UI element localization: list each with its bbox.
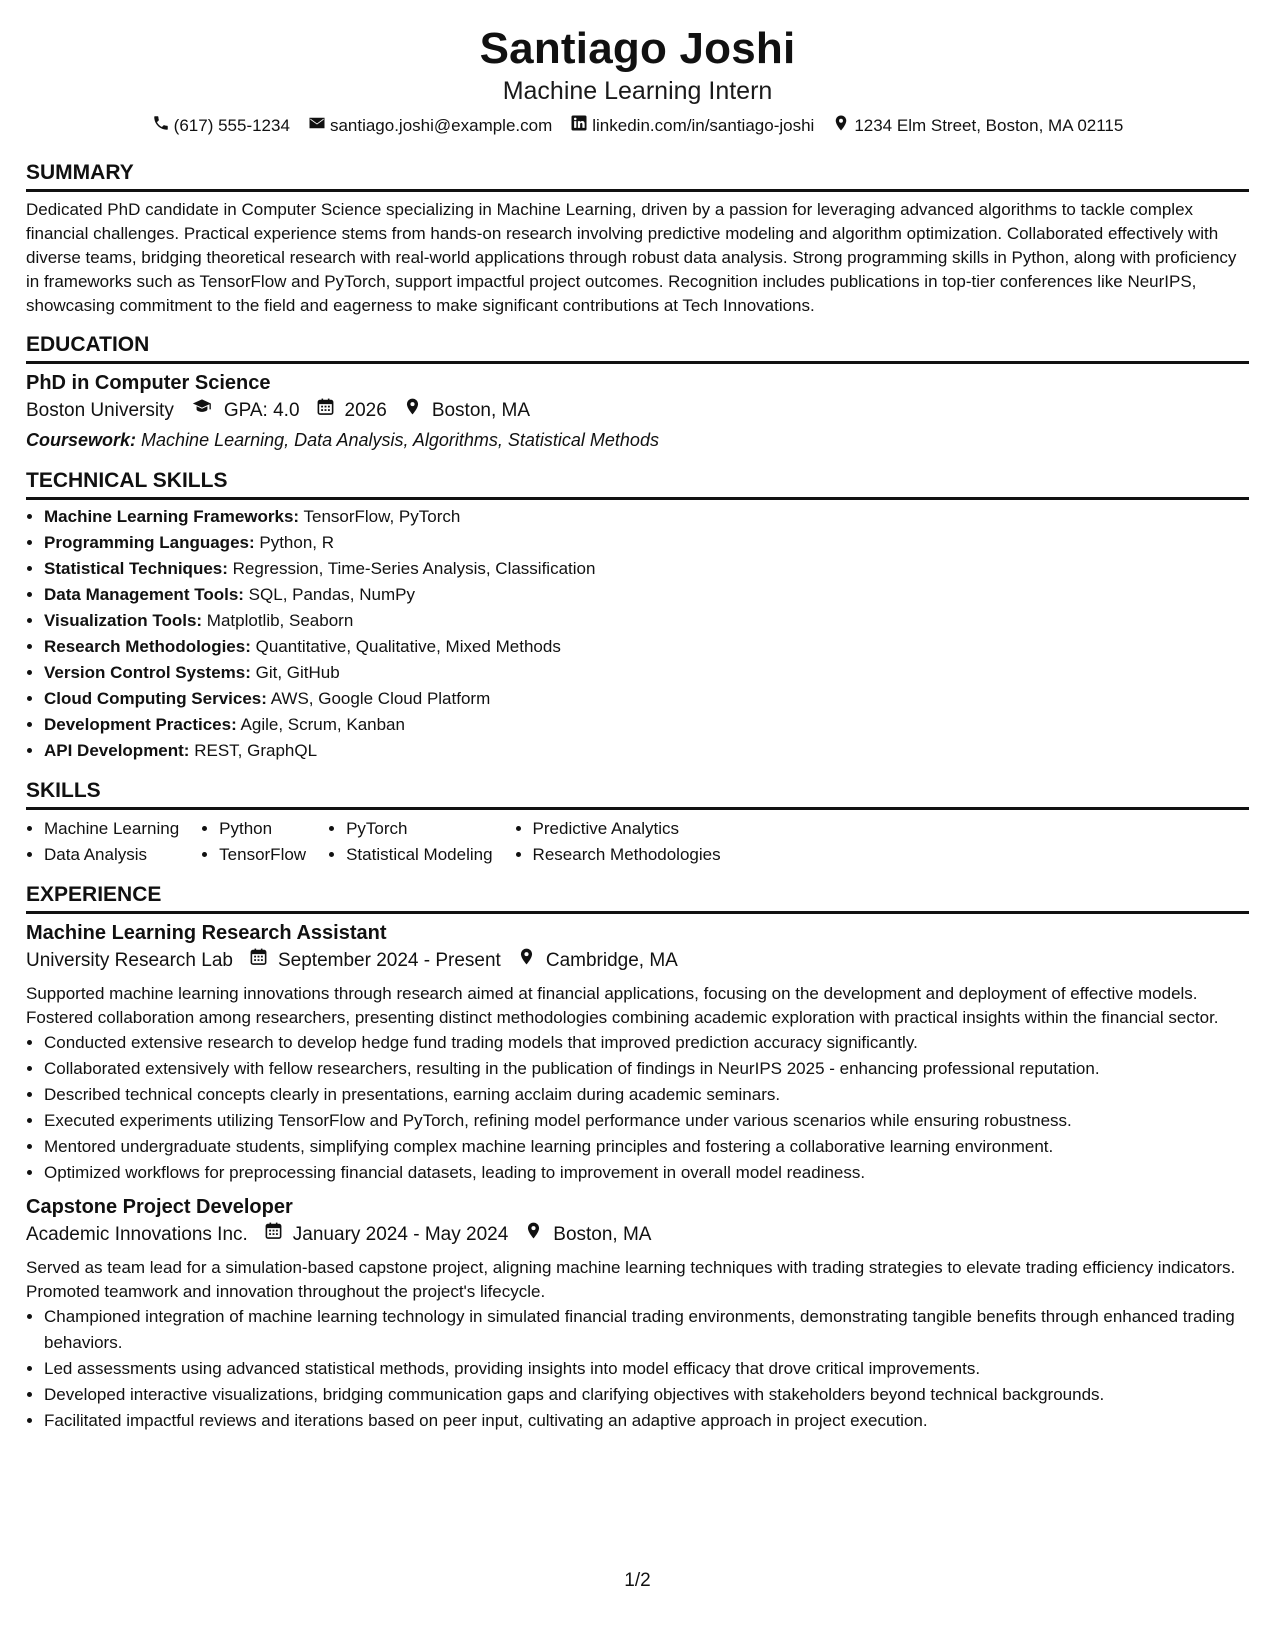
email-text[interactable]: santiago.joshi@example.com (329, 116, 553, 135)
list-item: • Conducted extensive research to develop hedge fund trading models that improved prediction accuracy significantly. (44, 1030, 1249, 1056)
graduation-cap-icon (190, 396, 214, 426)
linkedin-text[interactable]: linkedin.com/in/santiago-joshi (592, 116, 815, 135)
experience-heading: EXPERIENCE (26, 882, 1249, 914)
contact-bar (0, 114, 1275, 138)
job-dates: September 2024 - Present (277, 950, 501, 971)
resume-body (26, 160, 1249, 1448)
job-title: Capstone Project Developer (26, 1196, 293, 1218)
skill-category-label: Cloud Computing Services: (44, 689, 267, 708)
job-summary: Supported machine learning innovations through research aimed at financial applications, focusing on the development and deployment of effective models. Fostered collaboration among researchers, presenting distinct methodologies combining academic exploration with practical insights within the financial sector. (26, 984, 1219, 1027)
graduation-year: 2026 (344, 400, 387, 421)
technical-skills-list (26, 504, 1249, 764)
coursework-line (26, 426, 1249, 454)
education-section (26, 332, 1249, 454)
school-name: Boston University (26, 400, 174, 421)
list-item: • Mentored undergraduate students, simplifying complex machine learning principles and fostering a collaborative learning environment. (44, 1134, 1249, 1160)
skill-category-label: Statistical Techniques: (44, 559, 228, 578)
address-text: 1234 Elm Street, Boston, MA 02115 (854, 116, 1124, 135)
list-item (44, 634, 1249, 660)
list-item (44, 582, 1249, 608)
skill-category-label: Development Practices: (44, 715, 237, 734)
job-location: Cambridge, MA (545, 950, 678, 971)
list-item: • Collaborated extensively with fellow researchers, resulting in the publication of findings in NeurIPS 2025 - enhancing professional reputation. (44, 1056, 1249, 1082)
skill-category-value: Agile, Scrum, Kanban (240, 715, 405, 734)
job-meta (26, 946, 1249, 976)
list-item: • Championed integration of machine learning technology in simulated financial trading environments, demonstrating tangible benefits through enhanced trading behaviors. (44, 1304, 1249, 1356)
skill-category-label: Visualization Tools: (44, 611, 203, 630)
list-item: • Executed experiments utilizing TensorFlow and PyTorch, refining model performance under various scenarios while ensuring robustness. (44, 1108, 1249, 1134)
list-item (44, 686, 1249, 712)
list-item: • PyTorch (346, 816, 492, 842)
skill-category-value: REST, GraphQL (194, 741, 318, 760)
phone-icon (152, 114, 170, 138)
contact-phone (152, 114, 290, 138)
list-item: • Predictive Analytics (533, 816, 721, 842)
list-item: • Described technical concepts clearly in presentations, earning acclaim during academic seminars. (44, 1082, 1249, 1108)
calendar-icon (316, 396, 335, 426)
list-item: • Led assessments using advanced statistical methods, providing insights into model efficacy that drove critical improvements. (44, 1356, 1249, 1382)
map-pin-icon (517, 946, 536, 976)
skills-column (201, 816, 306, 868)
envelope-icon (308, 114, 326, 138)
job-title: Machine Learning Research Assistant (26, 922, 387, 944)
technical-skills-section (26, 468, 1249, 764)
map-pin-icon (832, 114, 850, 138)
skill-category-label: Data Management Tools: (44, 585, 244, 604)
summary-heading: SUMMARY (26, 160, 1249, 192)
job-bullets (26, 1304, 1249, 1434)
skills-column (328, 816, 492, 868)
job-dates: January 2024 - May 2024 (292, 1224, 509, 1245)
job-location: Boston, MA (553, 1224, 652, 1245)
summary-text: Dedicated PhD candidate in Computer Science specializing in Machine Learning, driven by a passion for leveraging advanced algorithms to tackle complex financial challenges. Practical experience stems from hands-on research involving predictive modeling and algorithm optimization. Collaborated effectively with diverse teams, bridging theoretical research with real-world applications through robust data analysis. Strong programming skills in Python, along with proficiency in frameworks such as TensorFlow and PyTorch, support impactful project outcomes. Recognition includes publications in top-tier conferences like NeurIPS, showcasing commitment to the field and eagerness to make significant contributions at Tech Innovations. (26, 200, 1237, 315)
calendar-icon (249, 946, 268, 976)
technical-skills-heading: TECHNICAL SKILLS (26, 468, 1249, 500)
skills-heading: SKILLS (26, 778, 1249, 810)
job-bullets (26, 1030, 1249, 1186)
contact-linkedin[interactable] (570, 114, 814, 138)
skills-column (26, 816, 179, 868)
job-summary: Served as team lead for a simulation-based capstone project, aligning machine learning techniques with trading strategies to elevate trading efficiency indicators. Promoted teamwork and innovation throughout the project's lifecycle. (26, 1258, 1236, 1301)
list-item: • Developed interactive visualizations, bridging communication gaps and clarifying objectives with stakeholders beyond technical backgrounds. (44, 1382, 1249, 1408)
education-meta (26, 396, 1249, 426)
calendar-icon (264, 1220, 283, 1250)
list-item (44, 504, 1249, 530)
resume-header (0, 0, 1275, 138)
contact-email[interactable] (308, 114, 552, 138)
skill-category-value: SQL, Pandas, NumPy (248, 585, 415, 604)
list-item: • Python (219, 816, 306, 842)
job-meta (26, 1220, 1249, 1250)
job-entry (26, 920, 1249, 1186)
skill-category-label: Machine Learning Frameworks: (44, 507, 300, 526)
skills-section (26, 778, 1249, 868)
skill-category-value: Regression, Time-Series Analysis, Classification (232, 559, 596, 578)
list-item (44, 556, 1249, 582)
skill-category-value: Git, GitHub (255, 663, 340, 682)
list-item: • Data Analysis (44, 842, 179, 868)
experience-section (26, 882, 1249, 1434)
candidate-name: Santiago Joshi (479, 24, 796, 73)
list-item: • Machine Learning (44, 816, 179, 842)
list-item (44, 608, 1249, 634)
job-organization: Academic Innovations Inc. (26, 1224, 248, 1245)
job-entry (26, 1194, 1249, 1434)
coursework-label: Coursework: (26, 430, 137, 450)
skill-category-label: API Development: (44, 741, 190, 760)
list-item (44, 660, 1249, 686)
summary-section (26, 160, 1249, 318)
skill-category-value: Quantitative, Qualitative, Mixed Methods (255, 637, 561, 656)
education-heading: EDUCATION (26, 332, 1249, 364)
skill-category-value: Python, R (259, 533, 335, 552)
list-item (44, 738, 1249, 764)
skill-category-label: Version Control Systems: (44, 663, 251, 682)
education-location: Boston, MA (431, 400, 531, 421)
coursework-text: Machine Learning, Data Analysis, Algorithms, Statistical Methods (141, 430, 659, 450)
skill-category-value: AWS, Google Cloud Platform (270, 689, 491, 708)
list-item: • Statistical Modeling (346, 842, 492, 868)
list-item: • Research Methodologies (533, 842, 721, 868)
skill-category-value: Matplotlib, Seaborn (206, 611, 354, 630)
page-number: 1/2 (624, 1570, 651, 1591)
linkedin-icon (570, 114, 588, 138)
list-item: • TensorFlow (219, 842, 306, 868)
skills-grid (26, 816, 1249, 868)
gpa-text: GPA: 4.0 (223, 400, 300, 421)
job-organization: University Research Lab (26, 950, 233, 971)
map-pin-icon (403, 396, 422, 426)
degree-title: PhD in Computer Science (26, 372, 271, 394)
list-item: • Optimized workflows for preprocessing financial datasets, leading to improvement in overall model readiness. (44, 1160, 1249, 1186)
candidate-title: Machine Learning Intern (502, 77, 773, 105)
skill-category-value: TensorFlow, PyTorch (303, 507, 461, 526)
phone-text: (617) 555-1234 (173, 116, 290, 135)
skill-category-label: Research Methodologies: (44, 637, 251, 656)
skill-category-label: Programming Languages: (44, 533, 255, 552)
contact-address (832, 114, 1123, 138)
list-item (44, 712, 1249, 738)
list-item: • Facilitated impactful reviews and iterations based on peer input, cultivating an adaptive approach in project execution. (44, 1408, 1249, 1434)
skills-column (515, 816, 721, 868)
map-pin-icon (524, 1220, 543, 1250)
list-item (44, 530, 1249, 556)
